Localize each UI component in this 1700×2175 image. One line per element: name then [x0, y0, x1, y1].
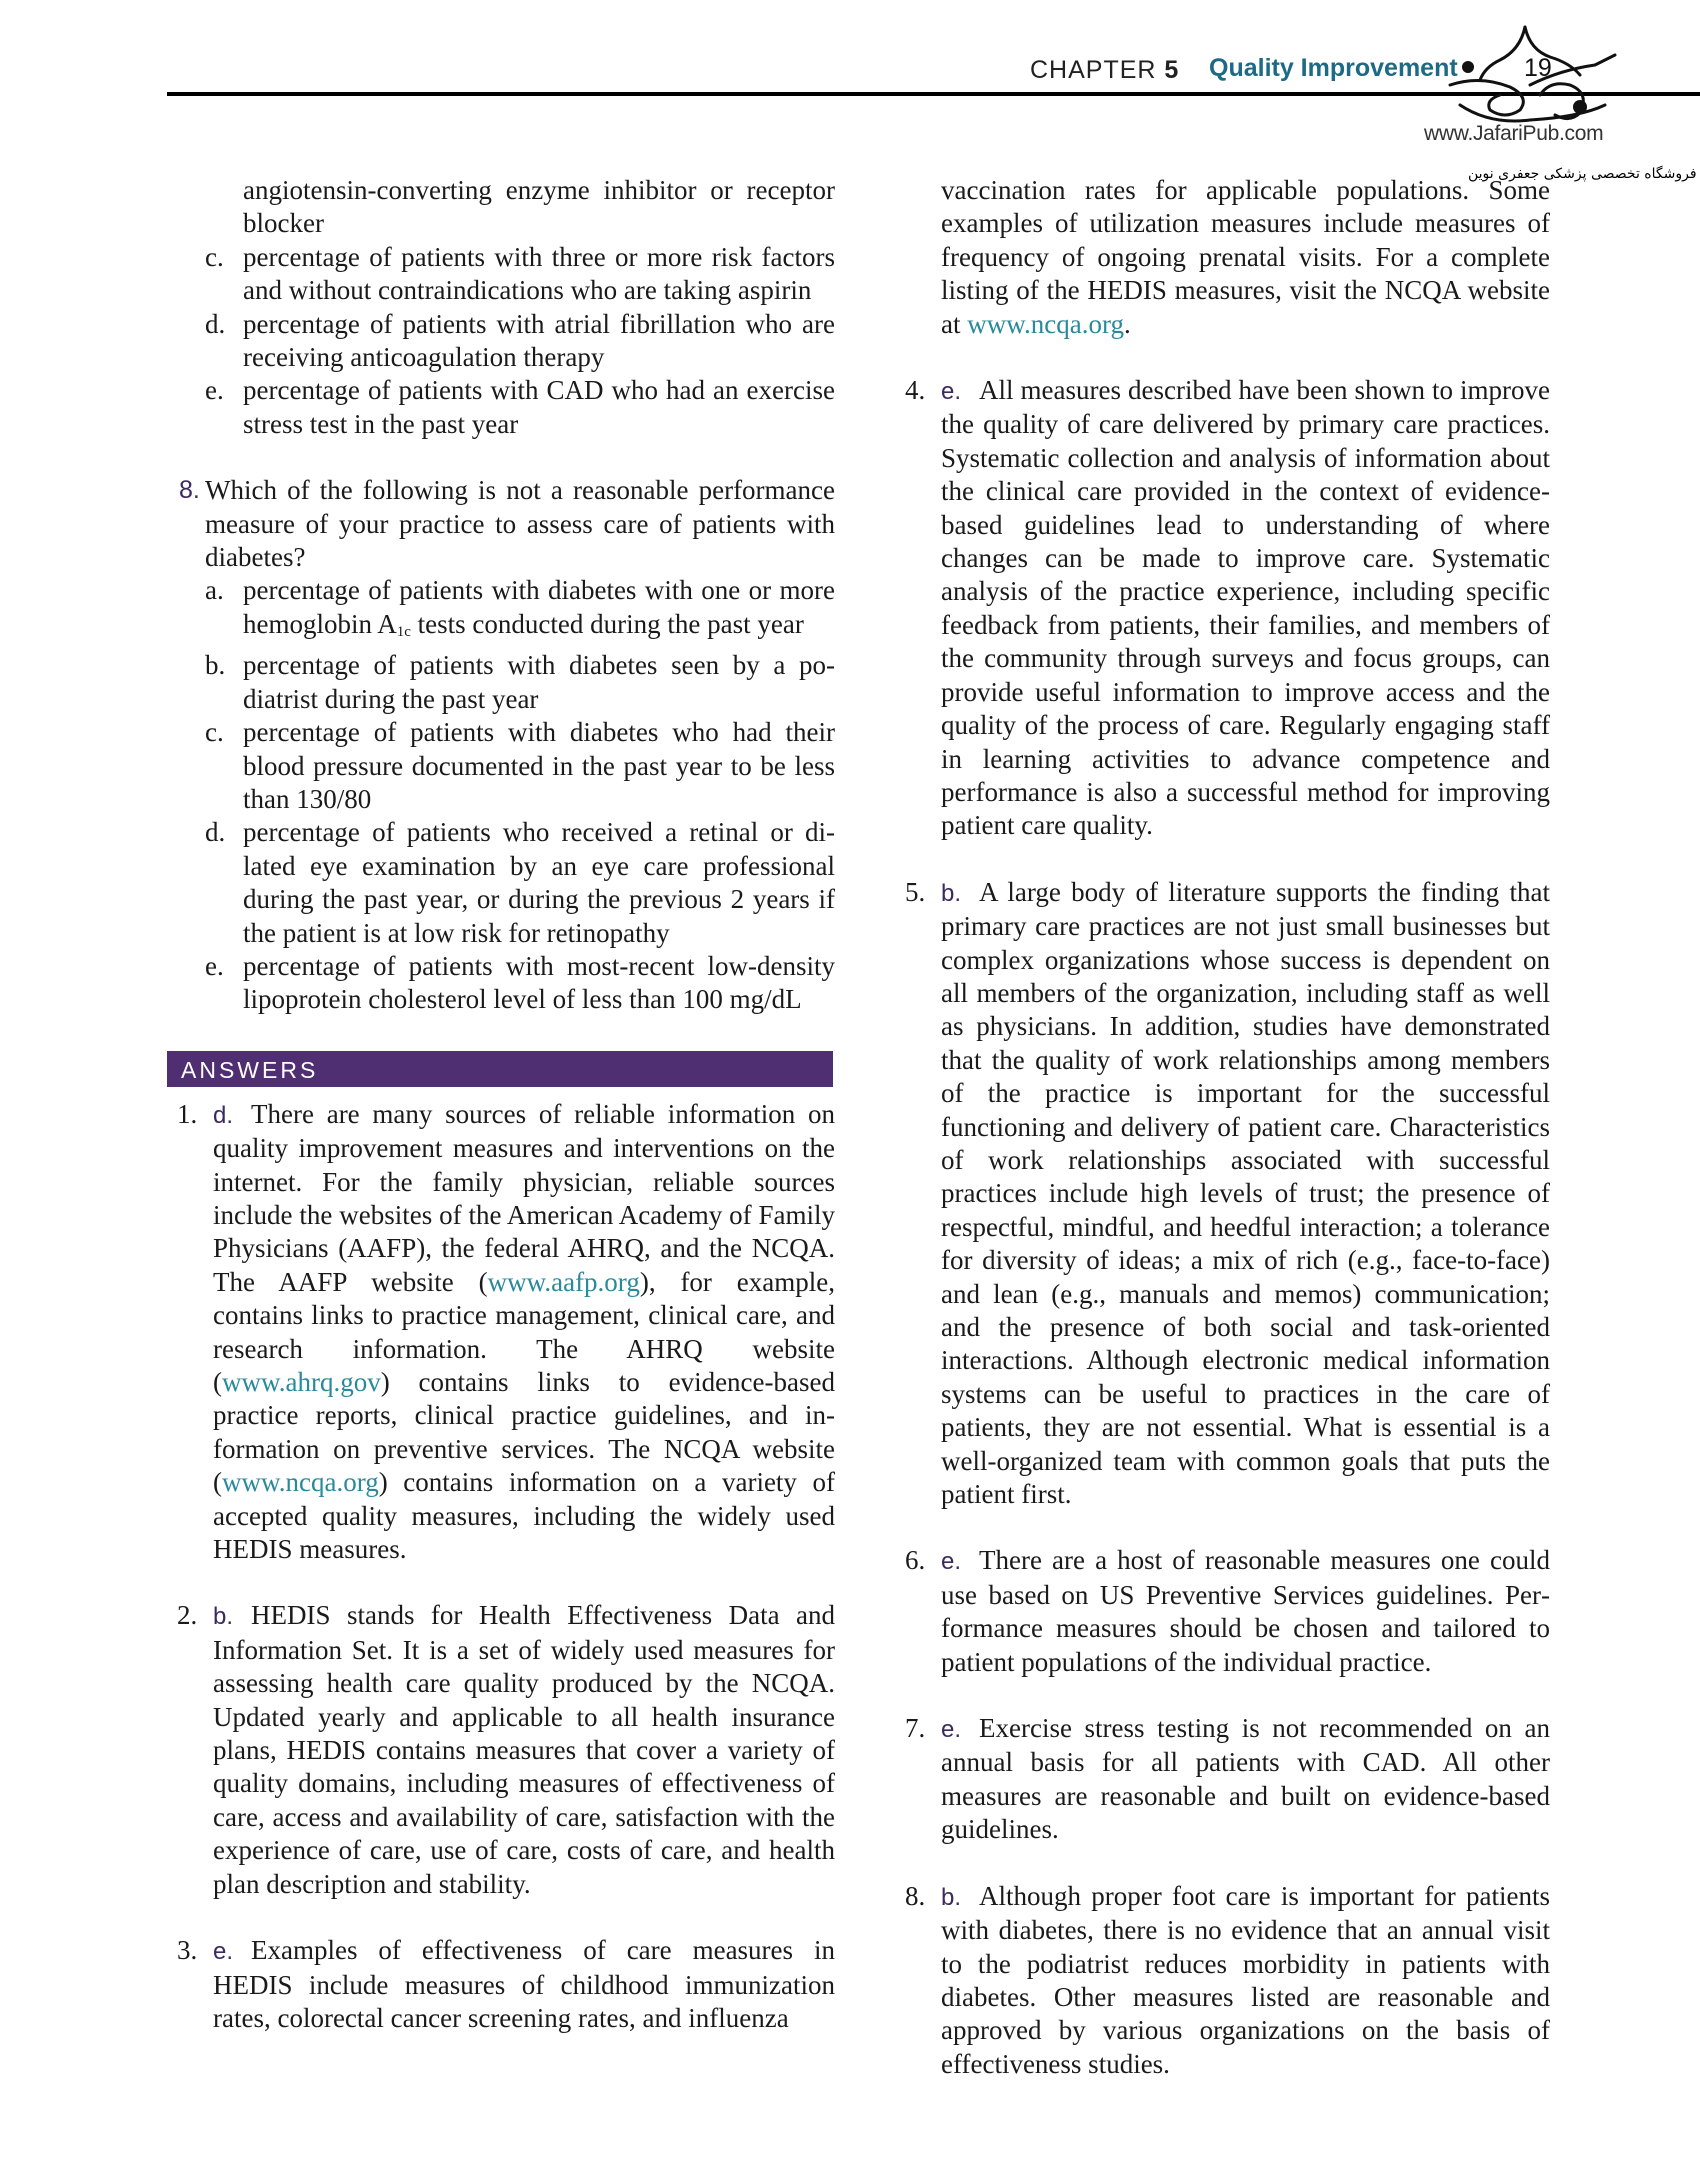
answer-6	[893, 1544, 1550, 1679]
question-7-option-d	[165, 308, 835, 375]
question-text: Which of the following is not a reasonable performance measure of your practice to assess care of patients with diabetes?	[205, 475, 835, 573]
answer-5	[893, 876, 1550, 1512]
answer-number: 5.	[905, 876, 926, 907]
answer-number: 8.	[905, 1880, 926, 1911]
option-text-after: tests conducted during the past year	[410, 608, 804, 639]
page-number: 19	[1524, 54, 1552, 82]
answer-text: ), for example, contains links to practice management, clinical care, and research information. The AHRQ website (	[213, 1266, 836, 1397]
answer-number: 2.	[177, 1600, 198, 1631]
option-text: percentage of patients with three or more risk factors and without contraindications who are taking aspirin	[243, 241, 835, 306]
question-8-option-d	[165, 816, 835, 950]
option-text: percentage of patients with diabetes who had their blood pressure documented in the past year to be less than 130/80	[243, 717, 835, 814]
option-letter: c.	[205, 241, 224, 272]
answers-heading-bar	[167, 1051, 833, 1087]
answer-text: A large body of literature supports the finding that primary care practices are not just small businesses but complex organizations whose success is dependent on all members of the organization, including staff as well as physicians. In addition, studies have demonstrated that the quality of work relationships among members of the practice is important for the successful functioning and delivery of patient care. Characteristics of work relationships associated with successful practices include high levels of trust; the presence of respectful, mindful, and heedful interaction; a tolerance for diversity of ideas; a mix of rich (e.g., face-to-face) and lean (e.g., manuals and memos) communication; and the presence of both social and task-oriented interactions. Although electronic medical information systems can be useful to practices in the care of patients, they are not essential. What is essential is a well-organized team with common goals that puts the patient first.	[941, 876, 1550, 1510]
answer-key: e.	[213, 1938, 234, 1966]
answer-key: e.	[941, 378, 962, 406]
option-text-before: percentage of patients with diabetes with one or more hemoglobin A	[243, 575, 835, 639]
chapter-word: CHAPTER	[1030, 56, 1157, 84]
question-7-option-e	[165, 374, 835, 441]
option-text: percentage of patients with CAD who had an exercise stress test in the past year	[243, 375, 835, 439]
answer-text: There are a host of reasonable measures one could use based on US Preventive Services guidelines. Performance measures should be chosen and tailored to patient populations of the individual practice.	[941, 1545, 1550, 1677]
answer-text: HEDIS stands for Health Effectiveness Data and Information Set. It is a set of widely used measures for assessing health care quality produced by the NCQA. Updated yearly and applicable to all health insurance plans, HEDIS contains measures that cover a variety of quality domains, including measures of effectiveness of care, access and availability of care, satisfaction with the experience of care, use of care, costs of care, and health plan description and stability.	[213, 1600, 835, 1899]
question-8	[165, 474, 835, 574]
option-text: percentage of patients with atrial fibrillation who are receiving anticoagulation therapy	[243, 308, 835, 373]
question-7-option-c	[165, 241, 835, 308]
right-column	[893, 174, 1550, 2081]
answer-text: Although proper foot care is important for patients with diabetes, there is no evidence that an annual visit to the podiatrist reduces morbidity in patients with diabetes. Other measures listed are reasonable and approved by various organizations on the basis of effectiveness studies.	[941, 1880, 1550, 2079]
question-7-option-b-continuation: angiotensin-converting enzyme inhibitor or receptor blocker	[243, 175, 835, 239]
answer-7	[893, 1712, 1550, 1847]
watermark-persian-text: فروشگاه تخصصی پزشکی جعفری نوین	[1468, 166, 1697, 182]
answer-key: d.	[213, 1101, 234, 1129]
answer-4	[893, 374, 1550, 843]
answer-number: 3.	[177, 1935, 198, 1966]
option-text: percentage of patients with most-recent low-density lipoprotein cholesterol level of less than 100 mg/dL	[243, 950, 835, 1015]
chapter-title: Quality Improvement	[1209, 54, 1458, 82]
answer-key: b.	[941, 1883, 962, 1911]
answer-number: 6.	[905, 1545, 926, 1576]
ncqa-link[interactable]: www.ncqa.org	[222, 1467, 379, 1498]
answer-number: 1.	[177, 1098, 198, 1129]
answer-key: b.	[213, 1603, 234, 1631]
answer-3-continuation	[893, 174, 1550, 341]
answer-text: Exercise stress testing is not recommended on an annual basis for all patients with CAD. All other measures are reasonable and built on evidence-based guidelines.	[941, 1713, 1550, 1845]
answer-text: There are many sources of reliable information on quality improvement measures and interventions on the internet. For the family physician, reliable sources include the websites of the American Academy of Family Physicians (AAFP), the federal AHRQ, and the NCQA. The AAFP website (	[213, 1098, 835, 1297]
answer-text: ) contains information on a variety of accepted quality measures, including the widely used HEDIS measures.	[213, 1467, 835, 1565]
answer-text: .	[1123, 308, 1131, 339]
answer-text: vaccination rates for applicable populations. Some examples of utilization measures include measures of frequency of ongoing prenatal visits. For a complete listing of the HEDIS measures, visit the NCQA website at	[941, 175, 1550, 339]
question-8-option-a	[165, 574, 835, 649]
chapter-label	[1030, 56, 1179, 85]
chapter-number: 5	[1164, 56, 1180, 84]
question-8-option-c	[165, 716, 835, 816]
question-number: 8.	[179, 476, 200, 505]
option-letter: d.	[205, 817, 226, 848]
option-subscript: 1c	[396, 623, 411, 640]
option-letter: b.	[205, 650, 226, 681]
option-letter: e.	[205, 950, 224, 981]
answer-8	[893, 1880, 1550, 2081]
answer-3	[165, 1934, 835, 2035]
answer-number: 4.	[905, 375, 926, 406]
answer-key: e.	[941, 1548, 962, 1576]
answers-heading: ANSWERS	[181, 1056, 319, 1083]
option-text: percentage of patients with diabetes seen by a podiatrist during the past year	[243, 650, 835, 714]
option-letter: d.	[205, 308, 226, 339]
ahrq-link[interactable]: www.ahrq.gov	[222, 1367, 381, 1397]
ncqa-link[interactable]: www.ncqa.org	[967, 308, 1124, 339]
question-8-option-e	[165, 950, 835, 1017]
option-letter: c.	[205, 717, 224, 748]
answer-1	[165, 1098, 835, 1567]
option-letter: a.	[205, 575, 224, 606]
option-letter: e.	[205, 375, 224, 406]
calligraphy-logo-icon	[1430, 25, 1620, 125]
watermark-url: www.JafariPub.com	[1424, 122, 1604, 145]
option-text: percentage of patients who received a retinal or dilated eye examination by an eye care professional during the past year, or during the previous 2 years if the patient is at low risk for retinopathy	[243, 817, 835, 948]
answer-number: 7.	[905, 1713, 926, 1744]
answer-key: b.	[941, 879, 962, 907]
answer-text: Examples of effectiveness of care measures in HEDIS include measures of childhood immunization rates, colorectal cancer screening rates, and influenza	[213, 1935, 835, 2033]
left-column	[165, 174, 835, 2035]
answer-key: e.	[941, 1716, 962, 1744]
aafp-link[interactable]: www.aafp.org	[487, 1266, 640, 1297]
question-8-option-b	[165, 649, 835, 716]
answer-text: All measures described have been shown to improve the quality of care delivered by primary care practices. Systematic collection and analysis of information about the clinical care provided in the context of evidence-based guidelines lead to understanding of where changes can be made to improve care. Systematic analysis of the practice experience, including specific feedback from patients, their families, and members of the community through surveys and focus groups, can provide useful information to improve access and the quality of the process of care. Regularly engaging staff in learning activities to advance competence and performance is also a successful method for improving patient care quality.	[941, 375, 1550, 841]
answer-2	[165, 1599, 835, 1901]
answer-text: ) contains links to evidence-based practice reports, clinical practice guidelines, and information on preventive services. The NCQA website (	[213, 1367, 835, 1498]
